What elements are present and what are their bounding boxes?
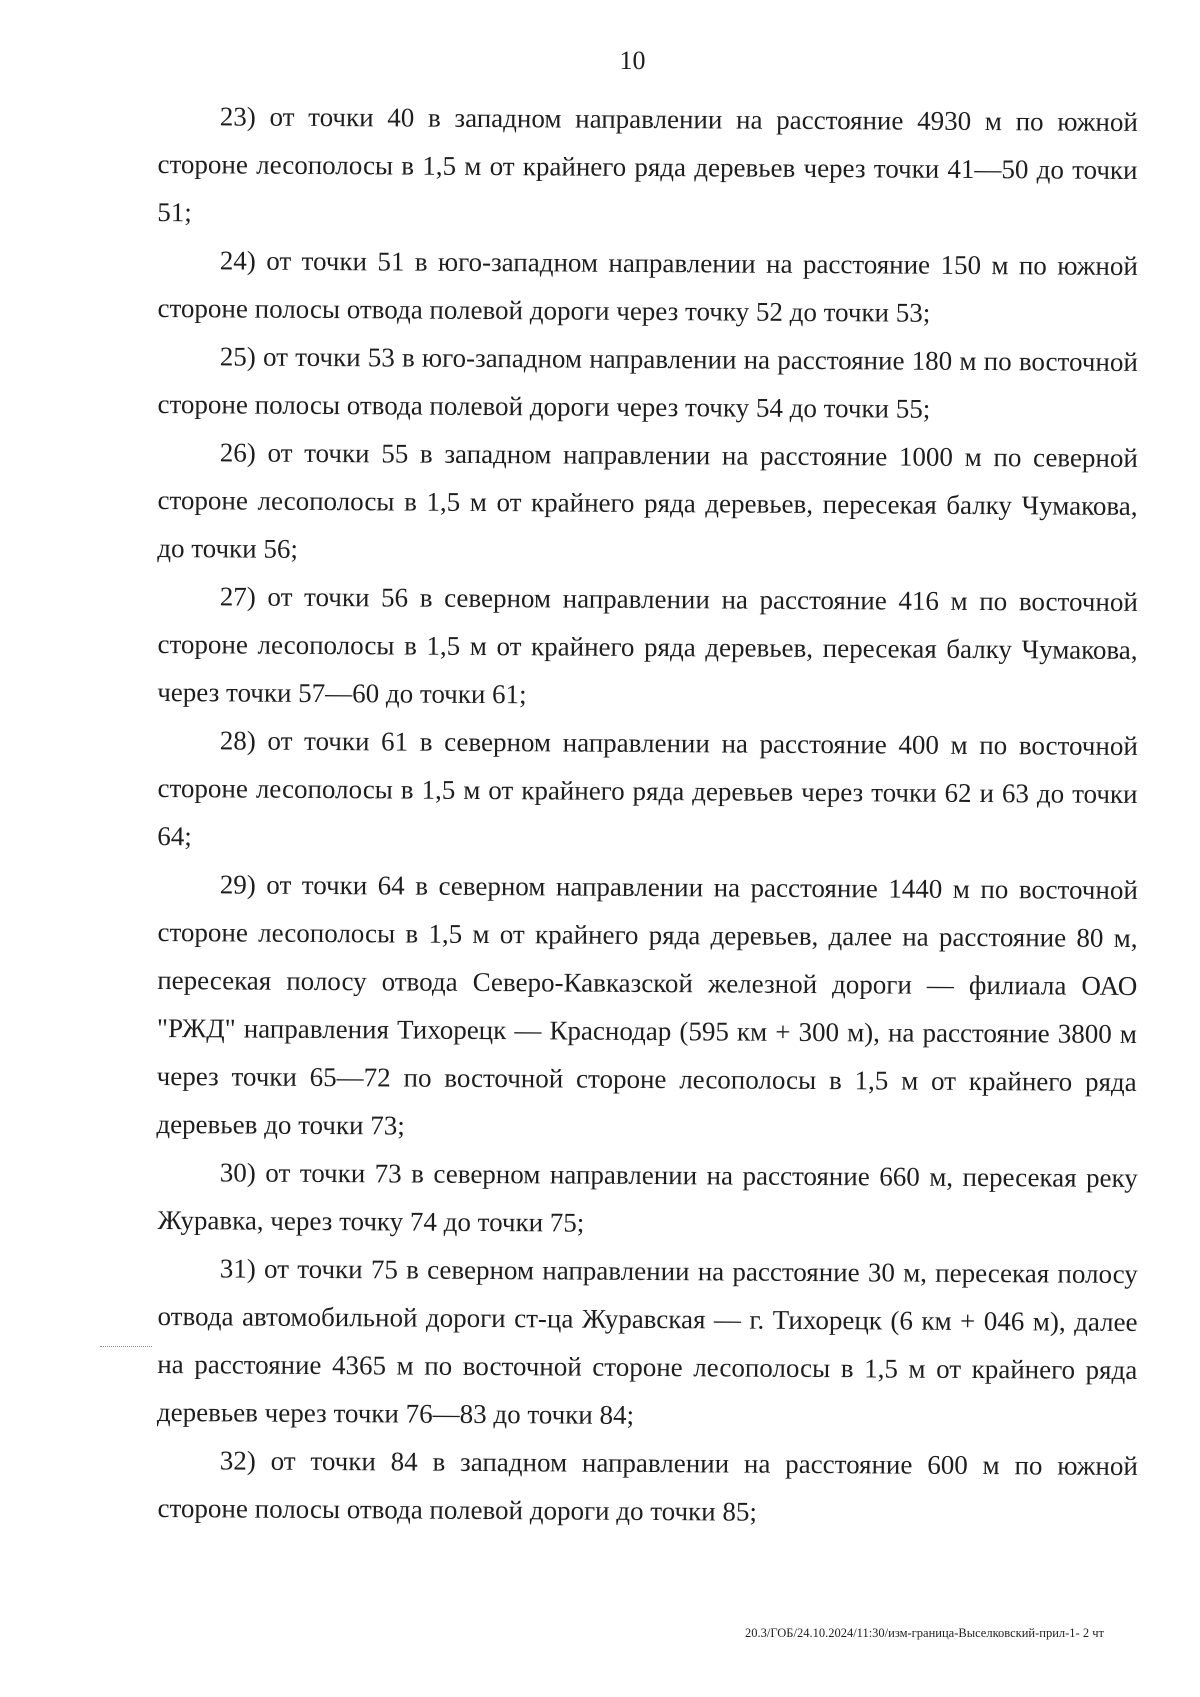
page-number: 10 [619, 46, 646, 75]
paragraph-30: 30) от точки 73 в северном направлении на расстояние 660 м, пересекая реку Журавка, через точку 74 до точки 75; [157, 1157, 1138, 1238]
paragraph-27: 27) от точки 56 в северном направлении на расстояние 416 м по восточной стороне лесополосы в 1,5 м от крайнего ряда деревьев, пересекая балку Чумакова, через точки 57—60 до точки 61; [157, 581, 1138, 710]
paragraph-28: 28) от точки 61 в северном направлении на расстояние 400 м по восточной стороне лесополосы в 1,5 м от крайнего ряда деревьев через точки 62 и 63 до точки 64; [157, 725, 1138, 852]
paragraph-29: 29) от точки 64 в северном направлении на расстояние 1440 м по восточной стороне лесополосы в 1,5 м от крайнего ряда деревьев, далее на расстояние 80 м, пересекая полосу отвода Северо-Кавказской железной дороги — филиала ОАО "РЖД" направления Тихорецк — Краснодар (595 км + 300 м), на расстояние 3800 м через точки 65—72 по восточной стороне лесополосы в 1,5 м от крайнего ряда деревьев до точки 73; [156, 869, 1138, 1141]
document-body [158, 92, 1138, 1532]
paragraph-23: 23) от точки 40 в западном направлении на расстояние 4930 м по южной стороне лесополосы в 1,5 м от крайнего ряда деревьев через точки 41—50 до точки 51; [157, 101, 1138, 228]
scan-artifact [100, 1346, 152, 1349]
paragraph-31: 31) от точки 75 в северном направлении на расстояние 30 м, пересекая полосу отвода автомобильной дороги ст-ца Журавская — г. Тихорецк (6 км + 046 м), далее на расстояние 4365 м по восточной стороне лесополосы в 1,5 м от крайнего ряда деревьев через точки 76—83 до точки 84; [156, 1253, 1138, 1430]
paragraph-24: 24) от точки 51 в юго-западном направлении на расстояние 150 м по южной стороне полосы отвода полевой дороги через точку 52 до точки 53; [157, 245, 1138, 328]
paragraph-32: 32) от точки 84 в западном направлении на расстояние 600 м по южной стороне полосы отвода полевой дороги до точки 85; [157, 1445, 1138, 1527]
document-footer: 20.3/ГОБ/24.10.2024/11:30/изм-граница-Выселковский-прил-1- 2 чт [745, 1626, 1104, 1640]
paragraph-26: 26) от точки 55 в западном направлении на расстояние 1000 м по северной стороне лесополосы в 1,5 м от крайнего ряда деревьев, пересекая балку Чумакова, до точки 56; [157, 437, 1138, 564]
paragraph-25: 25) от точки 53 в юго-западном направлении на расстояние 180 м по восточной стороне полосы отвода полевой дороги через точку 54 до точки 55; [157, 341, 1138, 424]
